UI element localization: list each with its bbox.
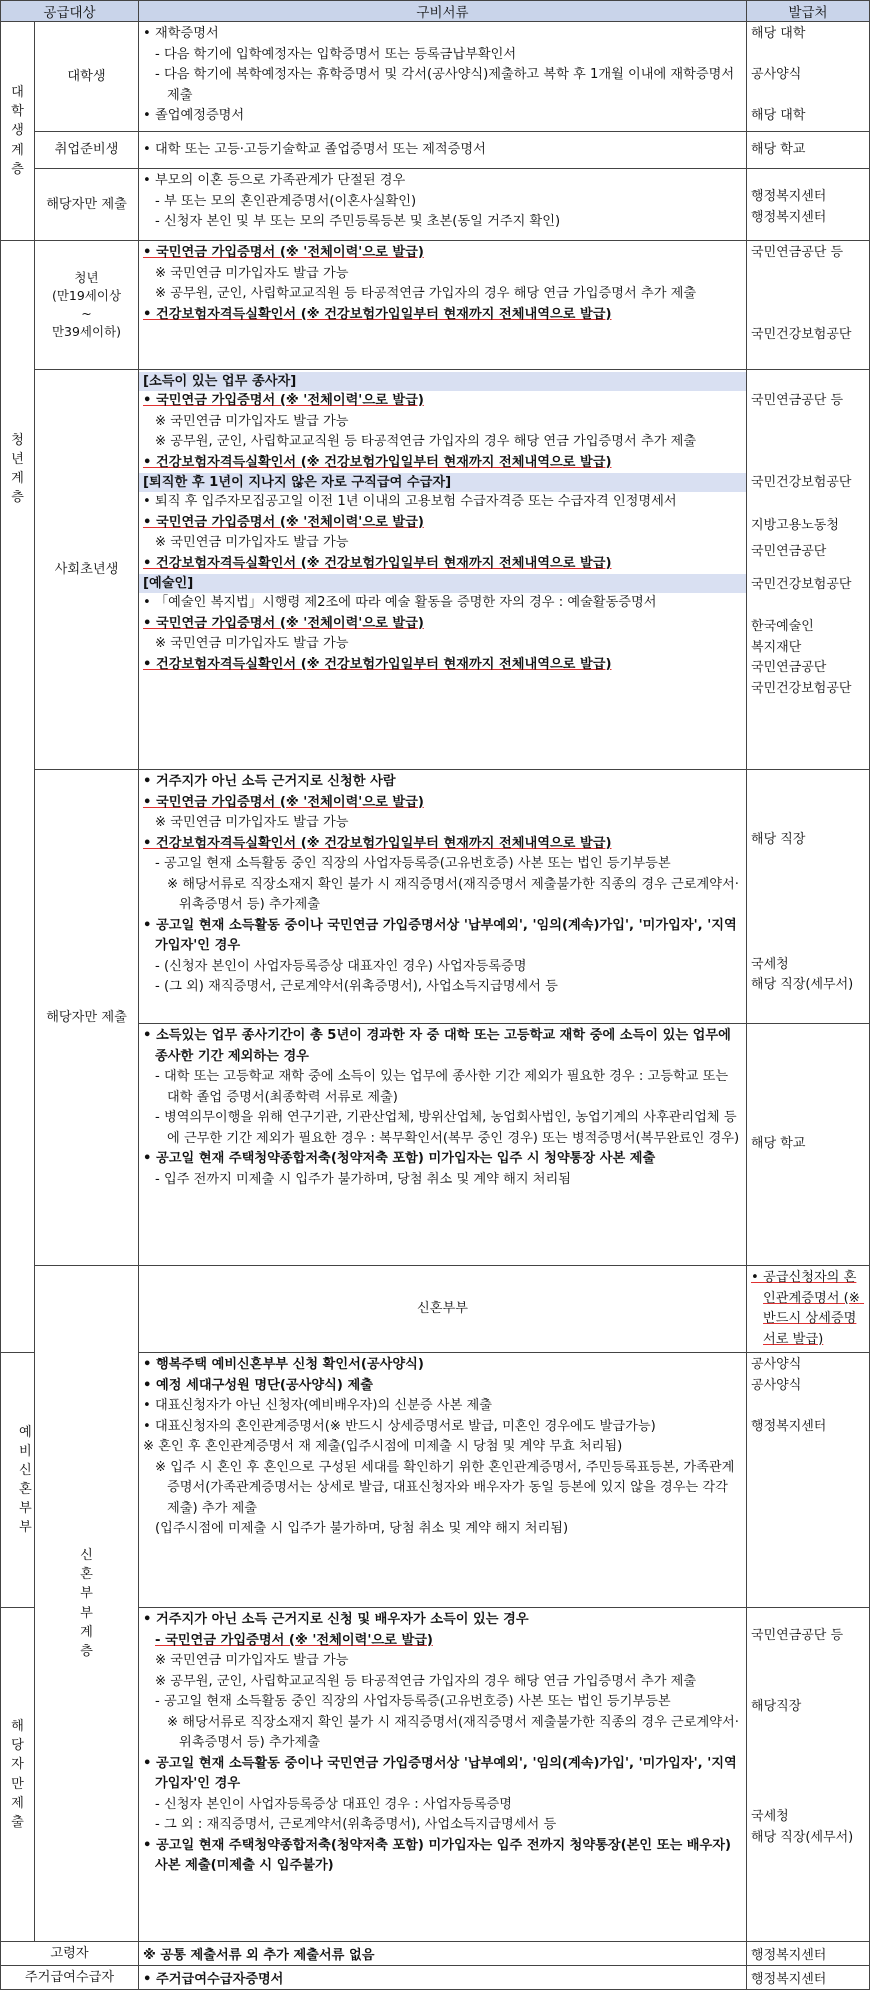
docs-cell: • 거주지가 아닌 소득 근거지로 신청한 사람 • 국민연금 가입증명서 (※ '전체이력'으로 발급) ※ 국민연금 미가입자도 발급 가능 • 건강보험자격득실확인서 (※ 건강보험가입일부터 현재까지 전체내역으로 발급) - 공고일 현재 소득활동 중인 직장의 사업자등록증(고유번호증) 사본 또는 법인 등기부등본 ※ 해당서류로 직장소재지 확인 불가 시 재직증명서(재직증명서 제출불가한 직종의 경우 근로계약서·위촉증명서 등) 추가제출 • 공고일 현재 소득활동 중이나 국민연금 가입증명서상 '납부예외', '임의(계속)가입', '미가입자', '지역가입자'인 경우 - (신청자 본인이 사업자등록증상 대표자인 경우) 사업자등록증명 - (그 외) 재직증명서, 근로계약서(위촉증명서), 사업소득지급명세서 등 [139, 770, 747, 1024]
category-newlywed: 신혼부부계층 [35, 1266, 139, 1942]
docs-cell: • 공급신청자의 혼인관계증명서 (※ 반드시 상세증명서로 발급) [747, 1266, 870, 1353]
issuer-cell: 국민연금공단 등 국민건강보험공단 지방고용노동청 국민연금공단 국민건강보험공단 한국예술인 복지재단 국민연금공단 국민건강보험공단 [747, 370, 870, 770]
issuer-cell: 행정복지센터 [747, 1942, 870, 1966]
category-housing-benefit: 주거급여수급자 [1, 1966, 139, 1990]
header-issuer: 발급처 [747, 1, 870, 22]
subcategory: 취업준비생 [35, 132, 139, 169]
category-college: 대학생계층 [1, 22, 35, 241]
subcategory-newcomer: 사회초년생 [35, 370, 139, 770]
docs-cell: • 소득있는 업무 종사기간이 총 5년이 경과한 자 중 대학 또는 고등학교 재학 중에 소득이 있는 업무에 종사한 기간 제외하는 경우 - 대학 또는 고등학교 재학 중에 소득이 있는 업무에 종사한 기간 제외가 필요한 경우 : 고등학교 또는 대학 졸업 증명서(최종학력 서류로 제출) - 병역의무이행을 위해 연구기관, 기관산업체, 방위산업체, 농업회사법인, 농업기계의 사후관리업체 등에 근무한 기간 제외가 필요한 경우 : 복무확인서(복무 중인 경우) 또는 병적증명서(복무완료인 경우) • 공고일 현재 주택청약종합저축(청약저축 포함) 미가입자는 입주 시 청약통장 사본 제출 - 입주 전까지 미제출 시 입주가 불가하며, 당첨 취소 및 계약 해지 처리됨 [139, 1024, 747, 1266]
table-row [1, 132, 870, 169]
table-row [1, 241, 870, 370]
header-target: 공급대상 [1, 1, 139, 22]
issuer-cell: 행정복지센터 행정복지센터 [747, 169, 870, 241]
docs-cell: • 국민연금 가입증명서 (※ '전체이력'으로 발급) ※ 국민연금 미가입자도 발급 가능 ※ 공무원, 군인, 사립학교교직원 등 타공적연금 가입자의 경우 해당 연금 가입증명서 추가 제출 • 건강보험자격득실확인서 (※ 건강보험가입일부터 현재까지 전체내역으로 발급) [139, 241, 747, 370]
docs-cell: [소득이 있는 업무 종사자] • 국민연금 가입증명서 (※ '전체이력'으로 발급) ※ 국민연금 미가입자도 발급 가능 ※ 공무원, 군인, 사립학교교직원 등 타공적연금 가입자의 경우 해당 연금 가입증명서 추가 제출 • 건강보험자격득실확인서 (※ 건강보험가입일부터 현재까지 전체내역으로 발급) [퇴직한 후 1년이 지나지 않은 자로 구직급여 수급자] • 퇴직 후 입주자모집공고일 이전 1년 이내의 고용보험 수급자격증 또는 수급자격 인정명세서 • 국민연금 가입증명서 (※ '전체이력'으로 발급) ※ 국민연금 미가입자도 발급 가능 • 건강보험자격득실확인서 (※ 건강보험가입일부터 현재까지 전체내역으로 발급) [예술인] • 「예술인 복지법」시행령 제2조에 따라 예술 활동을 증명한 자의 경우 : 예술활동증명서 • 국민연금 가입증명서 (※ '전체이력'으로 발급) ※ 국민연금 미가입자도 발급 가능 • 건강보험자격득실확인서 (※ 건강보험가입일부터 현재까지 전체내역으로 발급) [139, 370, 747, 770]
table-row [1, 1966, 870, 1990]
subcategory: 해당자만 제출 [35, 169, 139, 241]
table-row [1, 22, 870, 132]
category-elderly: 고령자 [1, 1942, 139, 1966]
header-docs: 구비서류 [139, 1, 747, 22]
docs-cell: ※ 공통 제출서류 외 추가 제출서류 없음 [139, 1942, 747, 1966]
issuer-cell: 해당 대학 공사양식 해당 대학 [747, 22, 870, 132]
docs-cell: • 행복주택 예비신혼부부 신청 확인서(공사양식) • 예정 세대구성원 명단(공사양식) 제출 • 대표신청자가 아닌 신청자(예비배우자)의 신분증 사본 제출 • 대표신청자의 혼인관계증명서(※ 반드시 상세증명서로 발급, 미혼인 경우에도 발급가능) ※ 혼인 후 혼인관계증명서 재 제출(입주시점에 미제출 시 당첨 및 계약 무효 처리됨) ※ 입주 시 혼인 후 혼인으로 구성된 세대를 확인하기 위한 혼인관계증명서, 주민등록표등본, 가족관계증명서(가족관계증명서는 상세로 발급, 대표신청자와 배우자가 동일 등본에 있지 않을 경우는 각각 제출) 추가 제출 (입주시점에 미제출 시 입주가 불가하며, 당첨 취소 및 계약 해지 처리됨) [139, 1353, 747, 1608]
table-row [1, 1266, 870, 1353]
category-youth: 청년계층 [1, 241, 35, 1353]
issuer-cell: 해당 학교 [747, 1024, 870, 1266]
issuer-cell: 국민연금공단 등 해당직장 국세청 해당 직장(세무서) [747, 1608, 870, 1942]
subcategory-applicable: 해당자만 제출 [1, 1608, 35, 1942]
docs-cell: • 거주지가 아닌 소득 근거지로 신청 및 배우자가 소득이 있는 경우 - 국민연금 가입증명서 (※ '전체이력'으로 발급) ※ 국민연금 미가입자도 발급 가능 ※ 공무원, 군인, 사립학교교직원 등 타공적연금 가입자의 경우 해당 연금 가입증명서 추가 제출 - 공고일 현재 소득활동 중인 직장의 사업자등록증(고유번호증) 사본 또는 법인 등기부등본 ※ 해당서류로 직장소재지 확인 불가 시 재직증명서(재직증명서 제출불가한 직종의 경우 근로계약서·위촉증명서 등) 추가제출 • 공고일 현재 소득활동 중이나 국민연금 가입증명서상 '납부예외', '임의(계속)가입', '미가입자', '지역가입자'인 경우 - 신청자 본인이 사업자등록증상 대표인 경우 : 사업자등록증명 - 그 외 : 재직증명서, 근로계약서(위촉증명서), 사업소득지급명세서 등 • 공고일 현재 주택청약종합저축(청약저축 포함) 미가입자는 입주 전까지 청약통장(본인 또는 배우자) 사본 제출(미제출 시 입주불가) [139, 1608, 747, 1942]
issuer-cell: 해당 직장 국세청 해당 직장(세무서) [747, 770, 870, 1024]
subcategory-applicable: 해당자만 제출 [35, 770, 139, 1266]
docs-cell: • 대학 또는 고등·고등기술학교 졸업증명서 또는 제적증명서 [139, 132, 747, 169]
docs-cell: • 재학증명서 - 다음 학기에 입학예정자는 입학증명서 또는 등록금납부확인서 - 다음 학기에 복학예정자는 휴학증명서 및 각서(공사양식)제출하고 복학 후 1개월 이내에 재학증명서 제출 • 졸업예정증명서 [139, 22, 747, 132]
issuer-cell: 행정복지센터 [747, 1966, 870, 1990]
subcategory-young: 청년 (만19세이상 ~ 만39세이하) [35, 241, 139, 370]
table-row [1, 169, 870, 241]
table-row [1, 370, 870, 770]
issuer-cell: 공사양식 공사양식 행정복지센터 [747, 1353, 870, 1608]
table-row [1, 770, 870, 1024]
issuer-cell: 국민연금공단 등 국민건강보험공단 [747, 241, 870, 370]
docs-cell: • 주거급여수급자증명서 [139, 1966, 747, 1990]
subcategory-pre: 예비 신혼부부 [1, 1353, 35, 1608]
docs-cell: • 부모의 이혼 등으로 가족관계가 단절된 경우 - 부 또는 모의 혼인관계증명서(이혼사실확인) - 신청자 본인 및 부 또는 모의 주민등록등본 및 초본(동일 거주지 확인) [139, 169, 747, 241]
table-header-row [1, 1, 870, 22]
subcategory: 대학생 [35, 22, 139, 132]
subcategory: 신혼부부 [139, 1266, 747, 1353]
issuer-cell: 해당 학교 [747, 132, 870, 169]
